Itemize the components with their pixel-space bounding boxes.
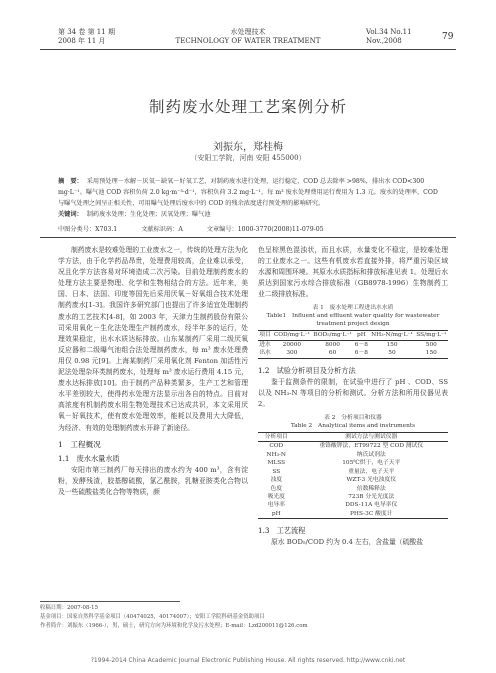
- abstract: [58, 176, 438, 220]
- table2-cell: MLSS: [267, 460, 286, 467]
- table2-row: [258, 442, 448, 451]
- table2-row: [258, 468, 448, 476]
- abstract-rule: [40, 237, 456, 238]
- table1-header-cell: NH₃-N/mg·L⁻¹: [371, 332, 413, 339]
- page-number: 79: [442, 32, 454, 42]
- table2-row: [258, 451, 448, 459]
- authors: 刘振东，郑桂梅: [213, 142, 283, 153]
- table2-cell: 105℃烘干，电子天平: [342, 460, 401, 467]
- article-number: 文章编号：1000-3770(2008)11-079-05: [206, 226, 324, 233]
- table2-cell: 浊度: [270, 477, 283, 484]
- table2-header-cell: 测试方法与测试仪器: [345, 434, 398, 441]
- table2-cell: 吸光度: [267, 493, 285, 500]
- footnote-rule: [40, 601, 180, 602]
- table2-cell: 纳氏试剂法: [356, 451, 386, 458]
- table2-cell: COD: [269, 443, 284, 450]
- header-journal: 水处理技术 TECHNOLOGY OF WATER TREATMENT: [175, 28, 321, 45]
- table1: [258, 330, 448, 358]
- table2-cell: 重铬酸钾法，ET99722 型 COD 测试仪: [319, 443, 424, 450]
- table2-cell: PHS-3C 酸度计: [350, 510, 393, 517]
- table2-cell: 723B 分光光度法: [348, 493, 395, 500]
- table1-cell: 300: [286, 350, 298, 357]
- classification-meta: [58, 224, 448, 233]
- intro-paragraph: 制药废水是较难处理的工业废水之一，传统的处理方法为化学方法，由于化学药品昂贵，处理费用较高，企业难以承受，况且化学方法容易对环境造成二次污染。目前处理制药废水的处理方法主要是物理、化学和生物相结合的方法。近年来，美国、日本、法国、印度等国先后采用厌氧－好氧组合技术处理制药废水[1-3]。我国许多研究部门也提出了许多适宜处理制药废水的工艺技术[4-8]，如 2003 年，天津力生制药股份有限公司采用氧化－生化法处理生产制药废水，经半年多的运行，处理效果稳定，出水水质达标排放。山东某制药厂采用二级厌氧反应器和二级曝气池组合法处理制药废水，每 m³ 废水处理费用仅 0.98 元[9]。上海某制药厂采用氧化剂 Fenton 加活性污泥法处理杂环类制药废水，处理每 m³ 废水运行费用 4.15 元，废水达标排放[10]。由于制药产品种类繁多，生产工艺和管理水平差别较大，使得药水处理方法显示出各自的特点。目前对高浓度有机制药废水用生物处理技术已达成共识，本文采用厌氧－好氧技术，使有废水处理效率，能耗以及费用大大降低，为经济、有效的处理制药废水开辟了新途径。: [58, 246, 248, 432]
- table2-caption: 表 2 分析项目和仪器 Table 2 Analytical items and instruments: [290, 415, 416, 430]
- table2-cell: WZT-3 光电浊度仪: [346, 477, 397, 484]
- copyright-line: ?1994-2014 China Academic Journal Electronic Publishing House. All rights reserved. http://www.cnki.net: [90, 657, 406, 664]
- table1-cell: 150: [425, 350, 437, 357]
- table1-cell: 20000: [282, 341, 302, 348]
- section-1-2-heading: 1.2 试验分析项目及分析方法: [258, 365, 356, 375]
- section-1-3-heading: 1.3 工艺流程: [258, 526, 306, 536]
- clc-number: 中图分类号：X703.1: [58, 226, 118, 233]
- table1-cell: 6－8: [354, 350, 368, 357]
- table1-cell: 150: [386, 341, 398, 348]
- table1-cell: 60: [328, 350, 337, 357]
- table2: [258, 432, 448, 519]
- table1-cell: 出水: [259, 350, 271, 357]
- table1-header-cell: 项目: [259, 332, 271, 339]
- table2-cell: DDS-11A 电导率仪: [345, 502, 398, 509]
- table2-cell: pH: [271, 510, 281, 517]
- table2-cell: NH₃-N: [266, 451, 286, 458]
- affiliation: （安阳工学院，河南 安阳 455000）: [190, 154, 306, 162]
- table2-row: [258, 485, 448, 493]
- footnote: [40, 604, 460, 631]
- table1-header-cell: SS/mg·L⁻¹: [416, 332, 447, 339]
- table1-cell: 500: [425, 341, 437, 348]
- table1-cell: 8000: [325, 341, 340, 348]
- left-column: [58, 245, 248, 498]
- table1-row: [258, 349, 448, 358]
- table1-caption: 表 1 废水处理工程进出水水质 Table1 Influent and effluent water quality for wastewater treatment project design: [266, 305, 440, 328]
- abstract-label: 摘 要：: [58, 178, 83, 185]
- table2-cell: 色度: [270, 485, 283, 492]
- received-date: 收稿日期：2007-08-15: [40, 605, 99, 611]
- table1-cell: 进水: [259, 341, 271, 348]
- author-info: 作者简介：刘振东（1966-），男，硕士，研究方向为环境和化学及污水处理；E-mail：Lzd200011@126.com: [40, 623, 308, 629]
- keywords: 关键词： 制药废水处理；生化处理；厌氧处理；曝气池: [58, 211, 211, 218]
- table2-row: [258, 493, 448, 501]
- header-volume-cn: 第 34 卷 第 11 期 2008 年 11 月: [58, 28, 115, 45]
- article-title: 制药废水处理工艺案例分析: [148, 98, 347, 116]
- table1-header-cell: BOD₅/mg·L⁻¹: [313, 332, 352, 339]
- header-rule: [40, 49, 456, 50]
- section-1-1-text: 安阳市第三制药厂每天排出的废水约为 400 m³，含有淀粉，发酵残渣，胶基醇硫酸，氯乙酰胺，乳糖亚胺类化合物以及一些硫酸盐类化合物等物质，颜: [58, 465, 248, 496]
- table1-header-cell: COD/mg·L⁻¹: [273, 332, 310, 339]
- header-volume-en: Vol.34 No.11 Nov.,2008: [366, 28, 412, 45]
- section-1-1-heading: 1.1 废水水量水质: [58, 453, 120, 463]
- table2-header-cell: 分析项目: [264, 434, 288, 441]
- document-code: 文献标识码：A: [141, 226, 183, 233]
- table1-row: [258, 340, 448, 349]
- table2-cell: 电导率: [267, 502, 285, 509]
- table2-row: [258, 501, 448, 509]
- table1-header-cell: pH: [357, 332, 366, 339]
- fund-info: 基金项目：国家自然科学基金项目（40474025，40174007）；安阳工学院科研基金资助项目: [40, 614, 265, 620]
- table2-cell: 倍数稀释法: [356, 485, 386, 492]
- table1-cell: 50: [388, 350, 396, 357]
- section-1-3-text: 原水 BOD₅/COD 约为 0.4 左右，含盐量（硫酸盐: [271, 538, 423, 547]
- abstract-text: 采用预处理－水解－厌氧－缺氧－好氧工艺，对制药废水进行处理，运行稳定，COD 总去除率 >98%，排出水 COD<300 mg·L⁻¹。曝气池 COD 容积负荷 2.0 kg·m⁻³·d⁻¹，容积负荷 3.2 mg·L⁻¹，每 m³ 废水处理费用运行费用为 1.3 元。废水的处理率，COD 与曝气处理之间呈正相关性，可用曝气处理后废水中的 COD 的残余浓度进行预处理的影响研究。: [58, 178, 438, 207]
- section-1-2-text: 鉴于监测条件的限制，在试验中进行了 pH 、COD、SS 以及 NH₃-N 等项目的分析和测试。分析方法和所用仪器见表 2。: [258, 377, 448, 408]
- table2-cell: SS: [272, 468, 281, 475]
- section-1-heading: 1 工程概况: [58, 439, 101, 449]
- table2-row: [258, 459, 448, 467]
- table2-row: [258, 476, 448, 484]
- table2-row: [258, 510, 448, 519]
- table1-cell: 6－8: [354, 341, 368, 348]
- table2-cell: 重量法，电子天平: [348, 468, 395, 475]
- right-column: [258, 245, 448, 548]
- water-quality-paragraph: 色呈棕黑色混浊状，而且水质，水量变化不稳定，是较难处理的工业废水之一。这些有机废水若直接外排，将严重污染区域水源和周围环境。其原水水质指标和排放标准见表 1。处理后水质达到国家污水综合排放标准（GB8978-1996）生物制药工业二级排放标准。: [258, 246, 448, 299]
